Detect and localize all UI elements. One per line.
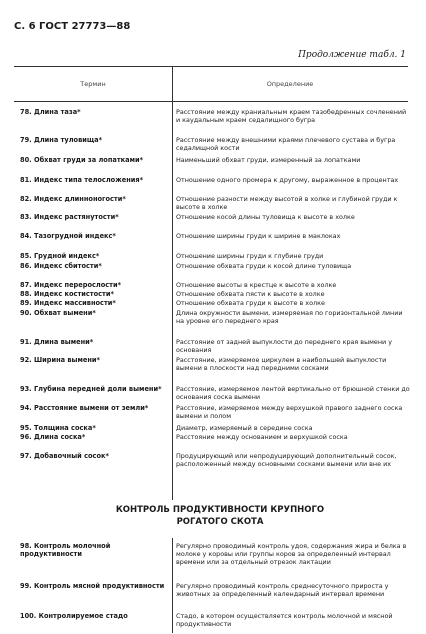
term-cell: 81. Индекс типа телосложения* xyxy=(20,176,144,184)
definition-cell: Регулярно проводимый контроль удоя, содержания жира и белка в молоке у коровы или группы коров за определенный интервал времени или за отдельный отрезок лактации xyxy=(176,542,407,566)
term-cell: 99. Контроль мясной продуктивности xyxy=(20,582,165,590)
definition-cell: Расстояние, измеряемое циркулем в наибольшей выпуклости вымени в плоскости над передними сосками xyxy=(176,356,387,372)
definition-cell: Отношение одного промера к другому, выраженное в процентах xyxy=(176,176,399,184)
definition-cell: Расстояние между краниальным краем тазобедренных сочленений и каудальным краем седалищного бугра xyxy=(176,108,407,124)
definition-cell: Расстояние между внешними краями плечевого сустава и бугра седалищной кости xyxy=(176,136,396,152)
definition-cell: Отношение ширины груди к глубине груди xyxy=(176,252,324,260)
definition-cell: Диаметр, измеряемый в середине соска xyxy=(176,424,313,432)
term-cell: 90. Обхват вымени* xyxy=(20,309,96,317)
term-cell: 80. Обхват груди за лопатками* xyxy=(20,156,144,164)
term-cell: 88. Индекс костистости* xyxy=(20,290,114,298)
definition-cell: Стадо, в котором осуществляется контроль молочной и мясной продуктивности xyxy=(176,612,393,628)
column-header-definitions: Определение xyxy=(266,80,314,88)
definition-cell: Отношение ширины груди к ширине в маклоках xyxy=(176,232,341,240)
definition-cell: Отношение разности между высотой в холке и глубиной груди к высоте в холке xyxy=(176,195,398,211)
table-continuation-label: Продолжение табл. 1 xyxy=(298,50,406,60)
definition-cell: Наименьший обхват груди, измеренный за лопатками xyxy=(176,156,361,164)
section-heading: КОНТРОЛЬ ПРОДУКТИВНОСТИ КРУПНОГО РОГАТОГО СКОТА xyxy=(115,505,325,527)
term-cell: 91. Длина вымени* xyxy=(20,338,94,346)
definition-cell: Продуцирующий или непродуцирующий дополнительный сосок, расположенный между основными сосками вымени или вне их xyxy=(176,452,397,468)
definition-cell: Отношение обхвата груди к косой длине туловища xyxy=(176,262,352,270)
page-header: С. 6 ГОСТ 27773—88 xyxy=(14,21,131,32)
definition-cell: Отношение обхвата пясти к высоте в холке xyxy=(176,290,325,298)
definition-cell: Отношение высоты в крестце к высоте в холке xyxy=(176,281,337,289)
definition-cell: Расстояние от задней выпуклости до переднего края вымени у основания xyxy=(176,338,393,354)
term-cell: 96. Длина соска* xyxy=(20,433,86,441)
definition-cell: Расстояние, измеряемое лентой вертикально от брюшной стенки до основания соска вымени xyxy=(176,385,410,401)
term-cell: 100. Контролируемое стадо xyxy=(20,612,128,620)
column-header-terms: Термин xyxy=(80,80,106,88)
definition-cell: Регулярно проводимый контроль среднесуточного прироста у животных за определенный календарный интервал времени xyxy=(176,582,389,598)
term-cell: 79. Длина туловища* xyxy=(20,136,103,144)
term-cell: 82. Индекс длинноногости* xyxy=(20,195,126,203)
definition-cell: Расстояние, измеряемое между верхушкой правого заднего соска вымени и полом xyxy=(176,404,403,420)
column-divider xyxy=(172,538,173,633)
term-cell: 97. Добавочный сосок* xyxy=(20,452,109,460)
definition-cell: Отношение обхвата груди к высоте в холке xyxy=(176,299,325,307)
term-cell: 95. Толщина соска* xyxy=(20,424,96,432)
term-cell: 86. Индекс сбитости* xyxy=(20,262,102,270)
column-divider xyxy=(172,100,173,500)
term-cell: 98. Контроль молочной продуктивности xyxy=(20,542,111,558)
term-cell: 87. Индекс перерослости* xyxy=(20,281,122,289)
table-header xyxy=(14,66,408,102)
term-cell: 93. Глубина передней доли вымени* xyxy=(20,385,162,393)
definition-cell: Отношение косой длины туловища к высоте в холке xyxy=(176,213,355,221)
definition-cell: Расстояние между основанием и верхушкой соска xyxy=(176,433,348,441)
term-cell: 85. Грудной индекс* xyxy=(20,252,100,260)
term-cell: 89. Индекс массивности* xyxy=(20,299,116,307)
term-cell: 83. Индекс растянутости* xyxy=(20,213,119,221)
term-cell: 84. Тазогрудной индекс* xyxy=(20,232,116,240)
term-cell: 94. Расстояние вымени от земли* xyxy=(20,404,149,412)
definition-cell: Длина окружности вымени, измеряемая по горизонтальной линии на уровне его переднего края xyxy=(176,309,403,325)
term-cell: 92. Ширина вымени* xyxy=(20,356,101,364)
term-cell: 78. Длина таза* xyxy=(20,108,81,116)
